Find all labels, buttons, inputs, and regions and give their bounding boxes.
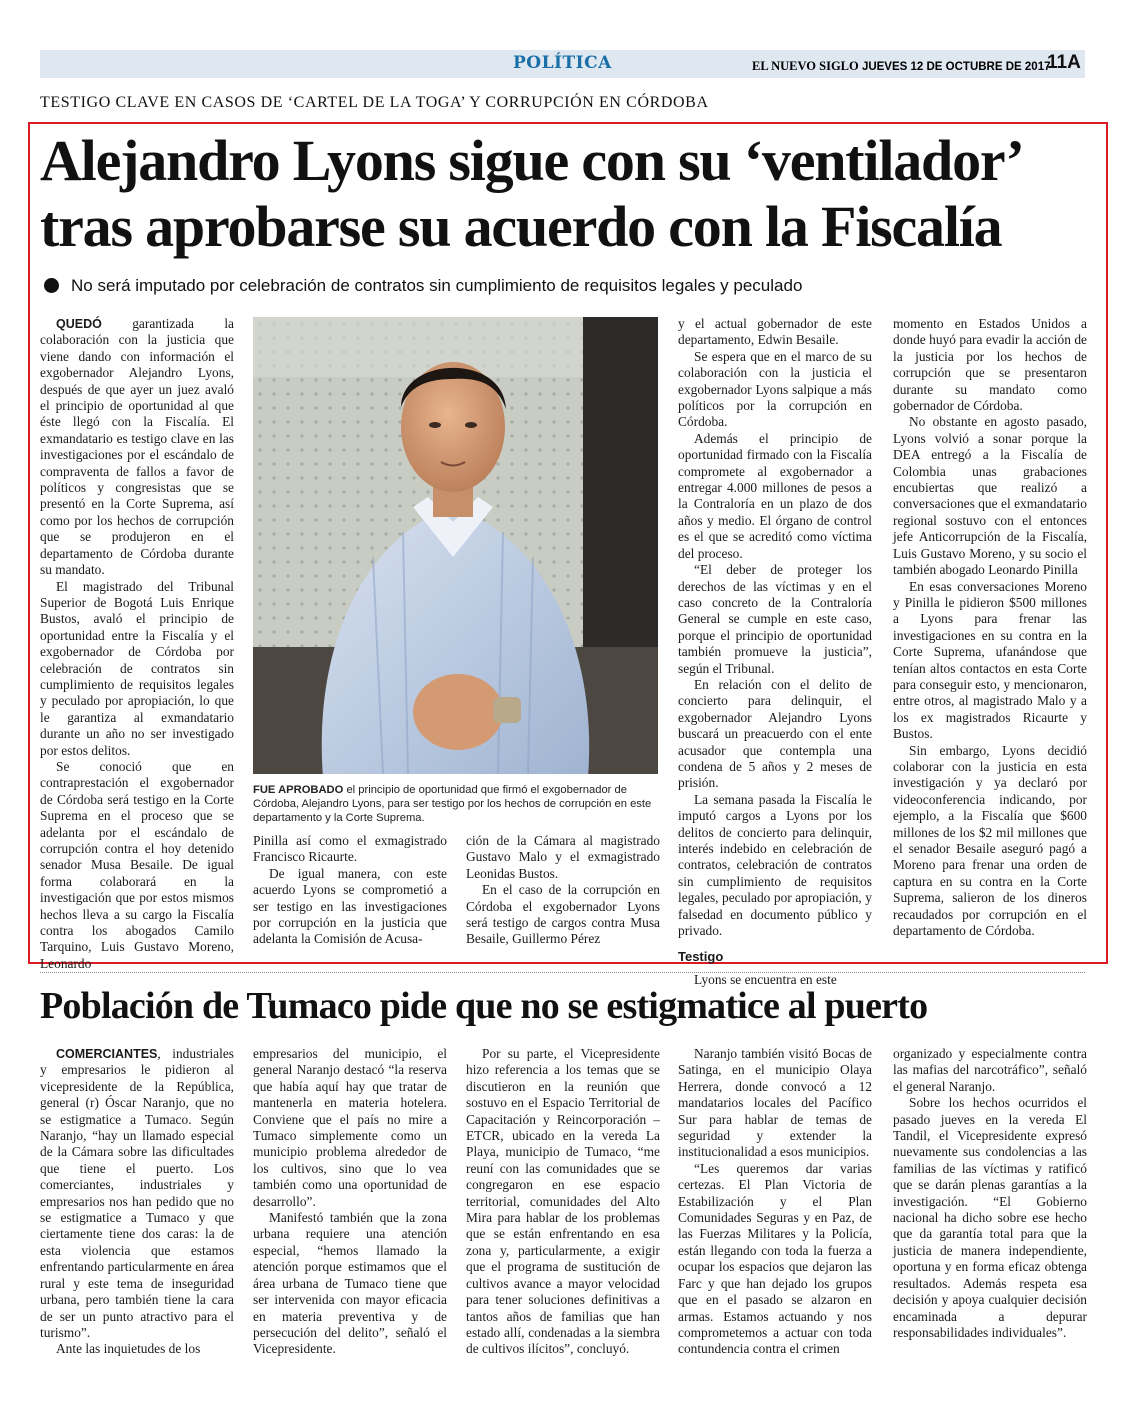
paragraph: Se conoció que en contraprestación el exgobernador de Córdoba será testigo en la Corte Suprema en el proceso que se adelanta por el escándalo de corrupción contra el hoy detenido senador Musa Besaile. De igual forma colaborará en la investigación que por estos mismos hechos lleva a su cargo la Fiscalía contra los abogados Camilo Tarquino, Luis Gustavo Moreno, Leonardo — [40, 758, 234, 971]
paragraph: y el actual gobernador de este departamento, Edwin Besaile. — [678, 316, 872, 348]
story-headline — [40, 128, 1100, 260]
paragraph: La semana pasada la Fiscalía le imputó cargos a Lyons por los delitos de concierto para delinquir, interés indebido en celebración de contratos, celebración de contratos sin cumplimiento de requisitos legales, peculado por apropiación, y falsedad en documento público y privado. — [678, 791, 872, 939]
story-divider — [40, 972, 1085, 973]
paragraph: Por su parte, el Vicepresidente hizo referencia a los temas que se discutieron en la reunión que sostuvo en el Espacio Territorial de Capacitación y Reincorporación –ETCR, ubicado en la vereda La Playa, municipio de Tumaco, “me reuní con las comunidades que se congregaron en ese espacio territorial, comunidades del Alto Mira para hablar de los problemas que se están enfrentando en esa zona y, particularmente, a exigir que el programa de sustitución de cultivos avance a mayor velocidad para tener soluciones definitivas a tantos años de familias que han estado allí, condenadas a la siembra de cultivos ilícitos”, concluyó. — [466, 1046, 660, 1357]
article-column-2 — [253, 833, 447, 953]
story2-column-2 — [253, 1046, 447, 1386]
paragraph: En esas conversaciones Moreno y Pinilla le pidieron $500 millones a Lyons para frenar las investigaciones en su contra en la Corte Suprema, ufanándose que tenían altos contactos en esta Corte para conseguir esto, y mencionaron, entre otros, al magistrado Malo y a los ex magistrados Ricaurte y Bustos. — [893, 578, 1087, 742]
paragraph: COMERCIANTES, industriales y empresarios le pidieron al vicepresidente de la República, general (r) Óscar Naranjo, que no se estigmatice a Tumaco. Según Naranjo, “hay un llamado especial de la Cámara sobre las dificultades que tiene el puerto. Los comerciantes, industriales y empresarios nos han pedido que no se estigmatice a Tumaco y que ciertamente tiene dos caras: la de esta violencia que estamos enfrentando particularmente en área rural y este tema de inseguridad urbana, pero también tiene la cara de ser un punto atractivo para el turismo”. — [40, 1046, 234, 1340]
headline-line-1: Alejandro Lyons sigue con su ‘ventilador’ — [40, 128, 1024, 193]
lyons-photo — [253, 317, 658, 774]
story-deck — [44, 276, 1104, 296]
story2-column-5 — [893, 1046, 1087, 1386]
paragraph: Pinilla así como el exmagistrado Francisco Ricaurte. — [253, 833, 447, 865]
paragraph: Sobre los hechos ocurridos el pasado jueves en la vereda El Tandil, el Vicepresidente expresó nuevamente sus condolencias a las familias de las víctimas y ratificó que se darán plenas garantías a la investigación. “El Gobierno nacional ha dicho sobre ese hecho que da garantía total para que la justicia de manera independiente, oportuna y en forma eficaz obtenga resultados. Además respeta esa decisión y apoya cualquier decisión encaminada a depurar responsabilidades individuales”. — [893, 1095, 1087, 1340]
lead-word: QUEDÓ — [56, 317, 102, 331]
paragraph: El magistrado del Tribunal Superior de Bogotá Luis Enrique Bustos, avaló el principio de oportunidad entre la Fiscalía y el exgobernador de Córdoba por celebración de contratos sin cumplimiento de requisitos legales y peculado por apropiación, lo que le garantiza al exmandatario durante un año no ser investigado por estos delitos. — [40, 578, 234, 758]
story2-column-4 — [678, 1046, 872, 1386]
paragraph: Sin embargo, Lyons decidió colaborar con la justicia en esta investigación y ya declaró por videoconferencia indicando, por ejemplo, a la Fiscalía que $600 millones de los $2 mil millones que el senador Besaile aseguró pagó a Moreno para frenar una orden de captura en su contra en la Corte Suprema, salieron de los dineros recaudados por corrupción en el departamento de Córdoba. — [893, 742, 1087, 939]
lead-word: COMERCIANTES — [56, 1047, 158, 1061]
deck-text: No será imputado por celebración de contratos sin cumplimiento de requisitos legales y peculado — [71, 276, 803, 295]
paragraph: empresarios del municipio, el general Naranjo destacó “la reserva que había aquí hay que tratar de mantenerla en materia hotelera. Conviene que el país no mire a Tumaco simplemente como un municipio problema alrededor de los cultivos, sino que lo vea también como una oportunidad de desarrollo”. — [253, 1046, 447, 1209]
paragraph: En el caso de la corrupción en Córdoba el exgobernador Lyons será testigo de cargos contra Musa Besaile, Guillermo Pérez — [466, 882, 660, 947]
caption-label: FUE APROBADO — [253, 784, 344, 796]
bullet-icon — [44, 278, 59, 293]
paragraph: QUEDÓ garantizada la colaboración con la justicia que viene dando con información el exgobernador Alejandro Lyons, después de que ayer un juez avaló el principio de oportunidad al que éste llegó con la Fiscalía. El exmandatario es testigo clave en las investigaciones por el escándalo de compraventa de fallos a favor de políticos y congresistas que se presentó en la Corte Suprema, así como por los hechos de corrupción que se produjeron en el departamento de Córdoba durante su mandato. — [40, 316, 234, 578]
paragraph: Naranjo también visitó Bocas de Satinga, en el municipio Olaya Herrera, donde convocó a 12 mandatarios locales del Pacífico Sur para hablar de temas de seguridad y extender la institucionalidad a esos municipios. — [678, 1046, 872, 1160]
paragraph: Se espera que en el marco de su colaboración con la justicia el exgobernador Lyons salpique a más políticos por la corrupción en Córdoba. — [678, 348, 872, 430]
portrait-illustration — [253, 317, 658, 774]
article-column-5 — [893, 316, 1087, 956]
paragraph: organizado y especialmente contra las mafias del narcotráfico”, señaló el general Naranjo. — [893, 1046, 1087, 1094]
story2-column-1 — [40, 1046, 234, 1386]
story2-headline: Población de Tumaco pide que no se estigmatice al puerto — [40, 985, 928, 1027]
page-number: 11A — [1047, 52, 1081, 73]
paragraph: Lyons se encuentra en este — [694, 971, 837, 987]
paragraph: De igual manera, con este acuerdo Lyons se comprometió a ser testigo en las investigaciones por corrupción en la justicia que adelanta la Comisión de Acusa- — [253, 865, 447, 947]
paragraph: “Les queremos dar varias certezas. El Plan Victoria de Estabilización y el Plan Comunidades Seguras y en Paz, de las Fuerzas Militares y la Policía, están llegando con toda la fuerza a ocupar los espacios que dejaron las Farc y que han dejado los grupos que en el pasado se alzaron en armas. Estamos actuando y nos comprometemos a actuar con toda contundencia contra el crimen — [678, 1160, 872, 1357]
story-kicker: TESTIGO CLAVE EN CASOS DE ‘CARTEL DE LA TOGA’ Y CORRUPCIÓN EN CÓRDOBA — [40, 94, 709, 111]
paragraph: Además el principio de oportunidad firmado con la Fiscalía compromete al exgobernador a entregar 4.000 millones de pesos a la Contraloría en un plazo de dos años y medio. El órgano de control es el que se acreditó como víctima del proceso. — [678, 430, 872, 561]
paragraph: Manifestó también que la zona urbana requiere una atención especial, “hemos llamado la atención porque estimamos que el área urbana de Tumaco tiene que ser intervenida con mayor eficacia en materia preventiva y de persecución del delito”, señaló el Vicepresidente. — [253, 1210, 447, 1357]
paragraph: momento en Estados Unidos a donde huyó para evadir la acción de la justicia por los hechos de corrupción que se presentaron durante su mandato como gobernador de Córdoba. — [893, 316, 1087, 414]
caption-text: el principio de oportunidad que firmó el exgobernador de Córdoba, Alejandro Lyons, para ser testigo por los hechos de corrupción en este departamento y la Corte Suprema. — [253, 784, 652, 824]
paragraph: Ante las inquietudes de los — [56, 1341, 201, 1357]
paragraph: En relación con el delito de concierto para delinquir, el exgobernador Alejandro Lyons buscará un preacuerdo con el ente acusador que contempla una condena de 5 años y 2 meses de prisión. — [678, 676, 872, 791]
publication-info — [752, 59, 1050, 74]
article-column-3 — [466, 833, 660, 953]
paragraph: ción de la Cámara al magistrado Gustavo Malo y el exmagistrado Leonidas Bustos. — [466, 833, 660, 881]
issue-date: JUEVES 12 DE OCTUBRE DE 2017 — [861, 61, 1051, 73]
masthead: EL NUEVO SIGLO — [752, 59, 859, 73]
story2-column-3 — [466, 1046, 660, 1386]
subheading: Testigo — [678, 949, 724, 965]
paragraph: “El deber de proteger los derechos de las víctimas y en el caso concreto de la Contraloría General se cumple en este caso, porque el principio de oportunidad también promueve la justicia”, según el Tribunal. — [678, 562, 872, 676]
headline-line-2: tras aprobarse su acuerdo con la Fiscalía — [40, 194, 1002, 259]
article-column-4 — [678, 316, 872, 987]
photo-caption — [253, 783, 658, 825]
section-name: POLÍTICA — [513, 53, 612, 73]
article-column-1 — [40, 316, 234, 971]
paragraph: No obstante en agosto pasado, Lyons volvió a sonar porque la DEA entregó a la Fiscalía de Colombia unas grabaciones encubiertas que realizó a conversaciones que el exmandatario regional sostuvo con el entonces jefe Anticorrupción de la Fiscalía, Luis Gustavo Moreno, y su socio el también abogado Leonardo Pinilla — [893, 414, 1087, 578]
